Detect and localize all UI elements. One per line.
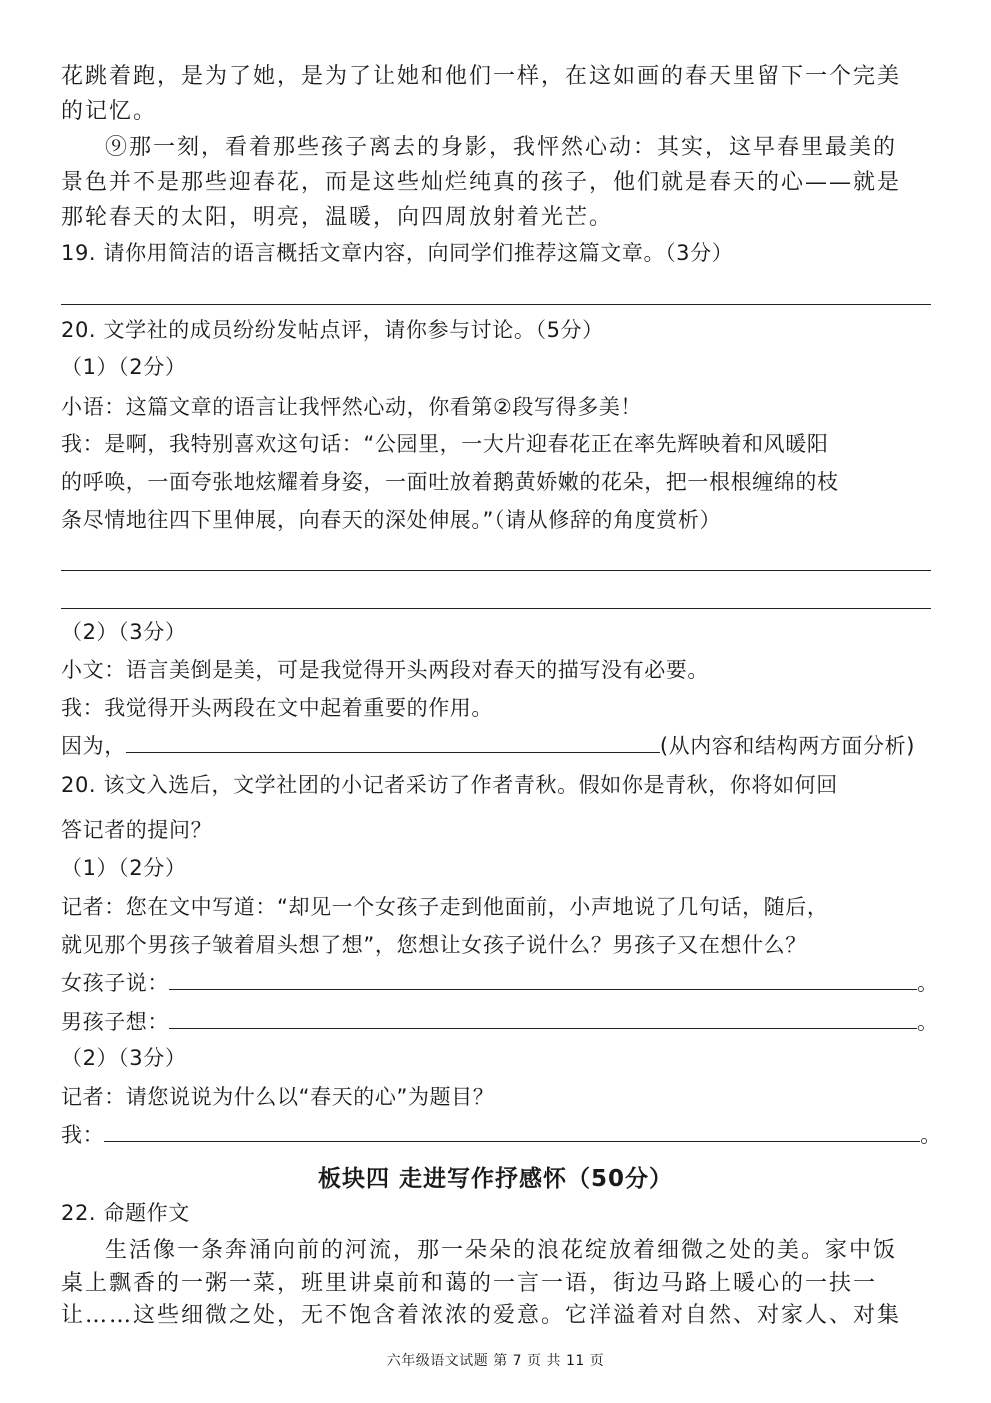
boy-thinks-label: 男孩子想： <box>61 1010 169 1034</box>
question-21: 答记者的提问？ <box>61 818 213 842</box>
q21-reporter-question: 就见那个男孩子皱着眉头想了想”，您想让女孩子说什么？男孩子又在想什么？ <box>61 933 807 957</box>
q20-xiaowen-comment: 小文：语言美倒是美，可是我觉得开头两段对春天的描写没有必要。 <box>61 658 709 682</box>
question-22: 22. 命题作文 <box>61 1201 190 1225</box>
page-footer: 六年级语文试题 第 7 页 共 11 页 <box>386 1353 605 1369</box>
answer-line-q20-1b[interactable] <box>61 608 931 609</box>
passage-line: 景色并不是那些迎春花，而是这些灿烂纯真的孩子，他们就是春天的心——就是 <box>61 170 902 195</box>
answer-blank-boy[interactable] <box>169 1027 917 1029</box>
passage-paragraph-9: ⑨那一刻，看着那些孩子离去的身影，我怦然心动：其实，这早春里最美的 <box>105 135 898 160</box>
boy-thinks-line <box>61 1012 939 1033</box>
q20-because-line <box>61 736 915 757</box>
essay-prompt-line: 让……这些细微之处，无不饱含着浓浓的爱意。它洋溢着对自然、对家人、对集 <box>61 1303 902 1328</box>
answer-blank-me[interactable] <box>104 1140 920 1142</box>
q20-my-comment: 条尽情地往四下里伸展，向春天的深处伸展。”（请从修辞的角度赏析） <box>61 508 722 532</box>
section-title: 板块四 走进写作抒感怀（50分） <box>317 1166 673 1192</box>
period: 。 <box>917 1010 939 1034</box>
passage-line: 花跳着跑，是为了她，是为了让她和他们一样，在这如画的春天里留下一个完美 <box>61 64 902 89</box>
analysis-hint: (从内容和结构两方面分析) <box>659 734 915 758</box>
passage-line: 那轮春天的太阳，明亮，温暖，向四周放射着光芒。 <box>61 205 614 230</box>
q20-xiaoyu-comment: 小语：这篇文章的语言让我怦然心动，你看第②段写得多美！ <box>61 395 643 419</box>
q20-my-reply: 我：我觉得开头两段在文中起着重要的作用。 <box>61 696 493 720</box>
answer-line-q19[interactable] <box>61 304 931 305</box>
q20-my-comment: 我：是啊，我特别喜欢这句话：“公园里，一大片迎春花正在率先辉映着和风暖阳 <box>61 432 829 456</box>
question-19: 19. 请你用简洁的语言概括文章内容，向同学们推荐这篇文章。（3分） <box>61 241 734 265</box>
q20-part2-label: （2）（3分） <box>61 620 187 644</box>
q21-reporter-question-2: 记者：请您说说为什么以“春天的心”为题目？ <box>61 1085 495 1109</box>
q20-my-comment: 的呼唤，一面夸张地炫耀着身姿，一面吐放着鹅黄娇嫩的花朵，把一根根缠绵的枝 <box>61 470 839 494</box>
me-answer-line <box>61 1125 942 1146</box>
period: 。 <box>920 1123 942 1147</box>
because-label: 因为， <box>61 734 126 758</box>
question-21: 20. 该文入选后，文学社团的小记者采访了作者青秋。假如你是青秋，你将如何回 <box>61 773 838 797</box>
me-label: 我： <box>61 1123 105 1147</box>
answer-blank-girl[interactable] <box>169 988 917 990</box>
question-20: 20. 文学社的成员纷纷发帖点评，请你参与讨论。（5分） <box>61 318 604 342</box>
essay-prompt-line: 桌上飘香的一粥一菜，班里讲桌前和蔼的一言一语，街边马路上暖心的一扶一 <box>61 1271 878 1296</box>
q20-part1-label: （1）（2分） <box>61 355 187 379</box>
q21-part2-label: （2）（3分） <box>61 1046 187 1070</box>
q21-reporter-question: 记者：您在文中写道：“却见一个女孩子走到他面前，小声地说了几句话，随后， <box>61 895 829 919</box>
passage-line: 的记忆。 <box>61 99 158 124</box>
essay-prompt-line: 生活像一条奔涌向前的河流，那一朵朵的浪花绽放着细微之处的美。家中饭 <box>105 1238 898 1263</box>
q21-part1-label: （1）（2分） <box>61 856 187 880</box>
answer-line-q20-1[interactable] <box>61 570 931 571</box>
girl-says-label: 女孩子说： <box>61 971 169 995</box>
period: 。 <box>917 971 939 995</box>
girl-says-line <box>61 973 939 994</box>
answer-blank-because[interactable] <box>126 751 660 753</box>
